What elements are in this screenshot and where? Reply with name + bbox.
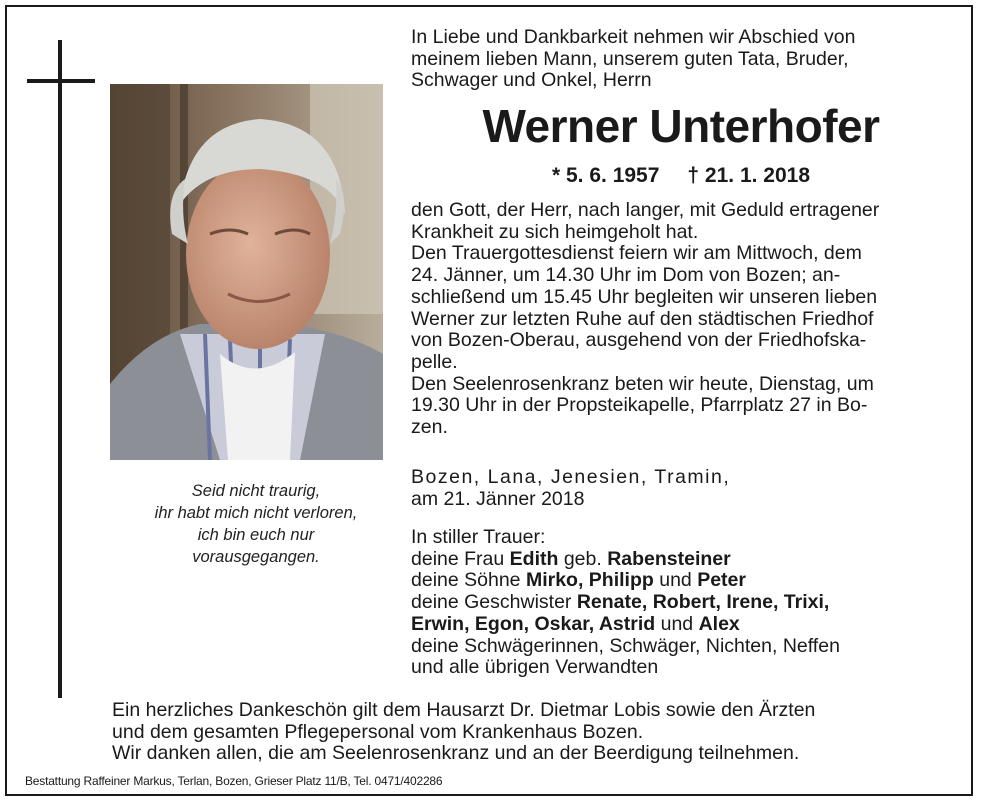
body-line: den Gott, der Herr, nach langer, mit Geduld ertragener	[411, 199, 880, 221]
portrait-illustration	[110, 84, 383, 460]
mourner-sons	[411, 570, 951, 592]
body-line: pelle.	[411, 350, 458, 373]
body-line: zen.	[411, 416, 448, 439]
wife-maiden-name: Rabensteiner	[607, 547, 731, 570]
mourner-relatives: und alle übrigen Verwandten	[411, 656, 659, 679]
body-line: Werner zur letzten Ruhe auf den städtischen Friedhof	[411, 307, 874, 330]
place-and-date	[411, 467, 951, 510]
mourners-list	[411, 527, 951, 679]
mourner-wife	[411, 549, 951, 571]
announcement-body	[411, 200, 951, 439]
portrait-photo	[110, 84, 383, 460]
body-line: Den Trauergottesdienst feiern wir am Mittwoch, dem	[411, 242, 862, 265]
siblings-last: Alex	[698, 612, 740, 635]
cross-vertical-bar	[58, 40, 62, 698]
epitaph-line: vorausgegangen.	[192, 548, 320, 566]
mourner-inlaws: deine Schwägerinnen, Schwäger, Nichten, Neffen	[411, 634, 840, 657]
sons-prefix: deine Söhne	[411, 569, 521, 592]
birth-date: * 5. 6. 1957	[551, 164, 660, 187]
death-date: † 21. 1. 2018	[687, 164, 811, 187]
epitaph-line: Seid nicht traurig,	[191, 482, 321, 500]
wife-prefix: deine Frau	[411, 547, 505, 570]
siblings-and: und	[660, 612, 694, 635]
thanks-line: und dem gesamten Pflegepersonal vom Krankenhaus Bozen.	[112, 720, 644, 743]
sons-last: Peter	[697, 569, 746, 592]
wife-name: Edith	[509, 547, 559, 570]
siblings-names-2: Erwin, Egon, Oskar, Astrid	[411, 612, 656, 635]
body-line: Den Seelenrosenkranz beten wir heute, Dienstag, um	[411, 372, 874, 395]
intro-line: meinem lieben Mann, unserem guten Tata, Bruder,	[411, 47, 849, 70]
intro-line: In Liebe und Dankbarkeit nehmen wir Abschied von	[411, 26, 856, 48]
places-line: Bozen, Lana, Jenesien, Tramin,	[411, 466, 731, 488]
body-line: 24. Jänner, um 14.30 Uhr im Dom von Bozen; an-	[411, 264, 841, 287]
body-line: schließend um 15.45 Uhr begleiten wir unseren lieben	[411, 285, 878, 308]
mourner-siblings	[411, 592, 951, 614]
sons-names: Mirko, Philipp	[525, 569, 654, 592]
intro-text	[411, 27, 951, 92]
thanks-line: Wir danken allen, die am Seelenrosenkranz und an der Beerdigung teilnehmen.	[112, 742, 800, 765]
siblings-prefix: deine Geschwister	[411, 591, 572, 614]
intro-line: Schwager und Onkel, Herrn	[411, 69, 652, 92]
funeral-home-footer: Bestattung Raffeiner Markus, Terlan, Bozen, Grieser Platz 11/B, Tel. 0471/402286	[25, 774, 443, 788]
body-line: Krankheit zu sich heimgeholt hat.	[411, 220, 699, 243]
thanks-text	[112, 700, 962, 765]
life-dates	[411, 163, 951, 189]
epitaph	[110, 480, 402, 568]
mourner-siblings-cont	[411, 614, 951, 636]
body-line: von Bozen-Oberau, ausgehend von der Friedhofska-	[411, 329, 867, 352]
date-line: am 21. Jänner 2018	[411, 487, 585, 510]
siblings-names: Renate, Robert, Irene, Trixi,	[576, 591, 830, 614]
deceased-name: Werner Unterhofer	[482, 100, 880, 152]
cross-horizontal-bar	[27, 79, 95, 83]
epitaph-line: ihr habt mich nicht verloren,	[154, 504, 358, 522]
sons-and: und	[659, 569, 692, 592]
epitaph-line: ich bin euch nur	[197, 526, 315, 544]
mourners-heading: In stiller Trauer:	[411, 526, 546, 548]
thanks-line: Ein herzliches Dankeschön gilt dem Hausarzt Dr. Dietmar Lobis sowie den Ärzten	[112, 699, 816, 721]
body-line: 19.30 Uhr in der Propsteikapelle, Pfarrplatz 27 in Bo-	[411, 394, 868, 417]
wife-nee: geb.	[563, 547, 602, 570]
